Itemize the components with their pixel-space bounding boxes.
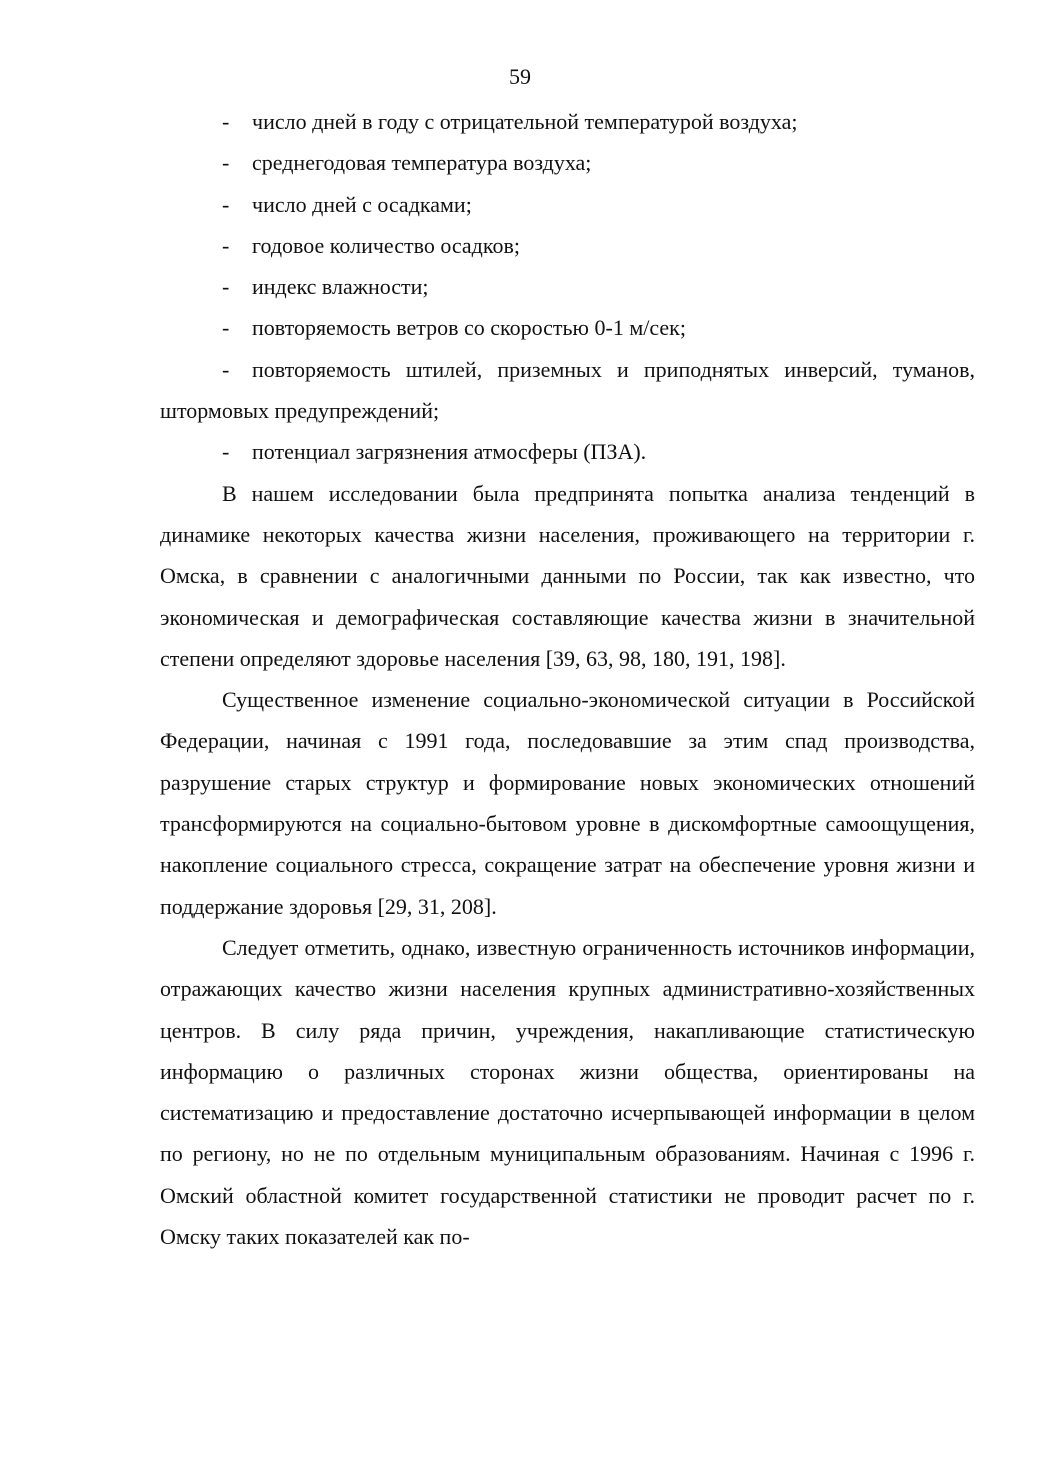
list-item-text: число дней с осадками; [252,191,472,217]
list-dash: - [222,232,230,258]
list-item-text: потенциал загрязнения атмосферы (ПЗА). [252,439,647,465]
list-item [160,225,975,266]
list-dash: - [222,315,230,341]
list-item-text: число дней в году с отрицательной температурой воздуха; [252,109,798,134]
list-item-text: повторяемость ветров со скоростью 0-1 м/сек; [252,315,686,341]
list-dash: - [222,150,230,176]
body-paragraph: Существенное изменение социально-экономической ситуации в Российской Федерации, начиная с 1991 года, последовавшие за этим спад производства, разрушение старых структур и формирование новых экономических отношений трансформируются на социально-бытовом уровне в дискомфортные самоощущения, накопление социального стресса, сокращение затрат на обеспечение уровня жизни и поддержание здоровья [29, 31, 208]. [160,687,975,919]
page-content [160,101,975,1257]
body-paragraph: Следует отметить, однако, известную ограниченность источников информации, отражающих качество жизни населения крупных административно-хозяйственных центров. В силу ряда причин, учреждения, накапливающие статистическую информацию о различных сторонах жизни общества, ориентированы на систематизацию и предоставление достаточно исчерпывающей информации в целом по региону, но не по отдельным муниципальным образованиям. Начиная с 1996 г. Омский областной комитет государственной статистики не проводит расчет по г. Омску таких показателей как по- [160,934,975,1250]
list-item [160,184,975,225]
list-item-text: годовое количество осадков; [252,232,520,258]
list-item [160,142,975,183]
body-paragraph: В нашем исследовании была предпринята попытка анализа тенденций в динамике некоторых качества жизни населения, проживающего на территории г. Омска, в сравнении с аналогичными данными по России, так как известно, что экономическая и демографическая составляющие качества жизни в значительной степени определяют здоровье населения [39, 63, 98, 180, 191, 198]. [160,480,975,671]
list-item [160,266,975,307]
list-item [160,307,975,348]
list-item [160,349,975,432]
list-dash: - [222,356,230,382]
list-item-text: среднегодовая температура воздуха; [252,150,592,176]
list-dash: - [222,439,230,465]
list-dash: - [222,274,230,300]
page-number: 59 [509,64,531,89]
list-dash: - [222,109,230,134]
list-item [160,431,975,472]
list-dash: - [222,191,230,217]
list-item [160,101,975,142]
list-item-text: повторяемость штилей, приземных и приподнятых инверсий, туманов, штормовых предупреждений; [160,356,975,424]
list-item-text: индекс влажности; [252,274,429,300]
